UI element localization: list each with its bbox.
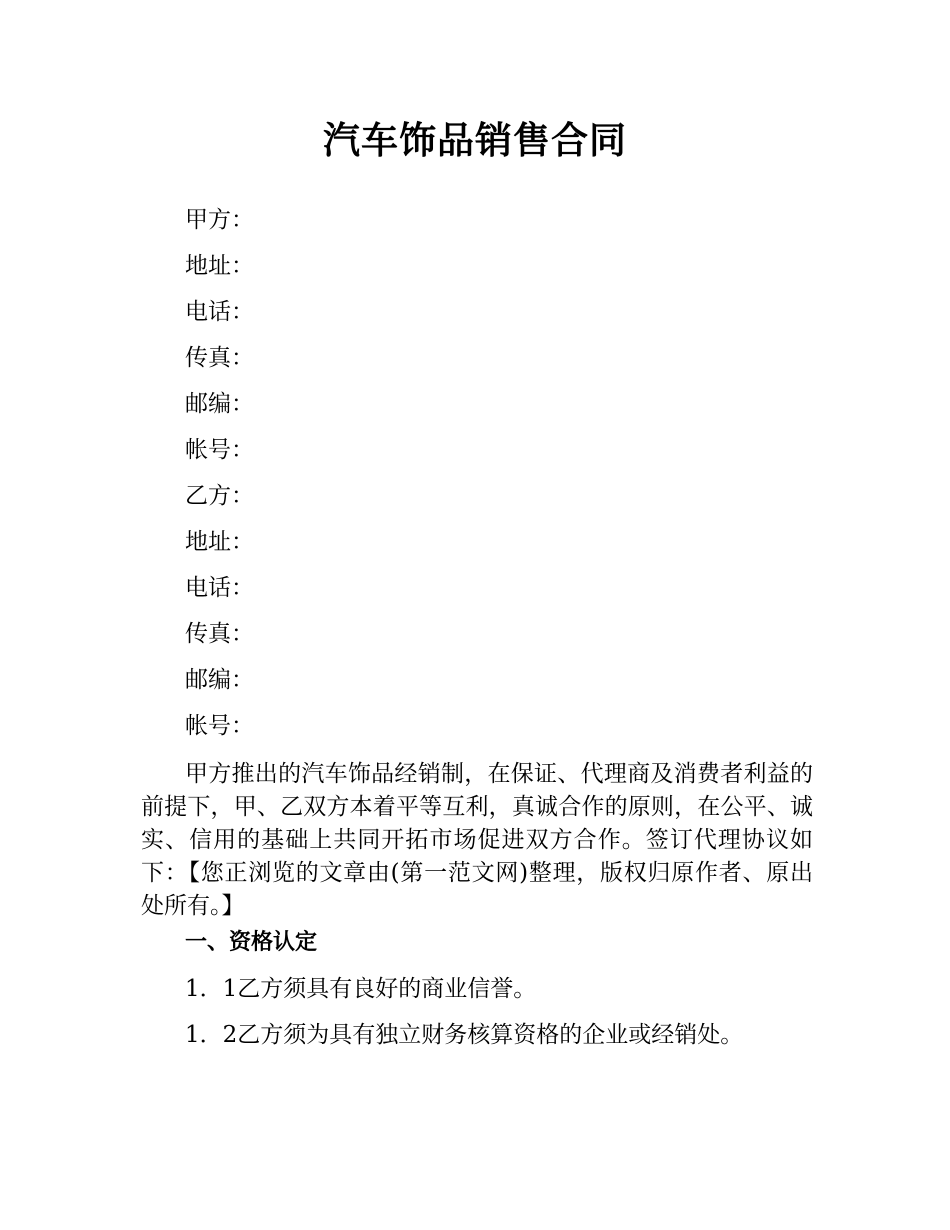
party-b-account-label: 帐号：	[185, 713, 254, 739]
party-a-phone-label: 电话：	[185, 299, 254, 325]
clause-1-2: 1．2乙方须为具有独立财务核算资格的企业或经销处。	[185, 1022, 744, 1048]
party-a-fax-label: 传真：	[185, 345, 254, 371]
section-heading-qualification: 一、资格认定	[185, 930, 318, 955]
party-a-account-label: 帐号：	[185, 437, 254, 463]
clause-1-1: 1．1乙方须具有良好的商业信誉。	[185, 976, 537, 1002]
party-b-address-label: 地址：	[185, 529, 254, 555]
party-b-postcode-label: 邮编：	[185, 667, 254, 693]
party-b-name-label: 乙方：	[185, 483, 254, 509]
document-title: 汽车饰品销售合同	[323, 119, 627, 162]
party-a-postcode-label: 邮编：	[185, 391, 254, 417]
party-a-address-label: 地址：	[185, 253, 254, 279]
party-a-name-label: 甲方：	[185, 207, 254, 233]
intro-paragraph: 甲方推出的汽车饰品经销制，在保证、代理商及消费者利益的前提下，甲、乙双方本着平等互利，真诚合作的原则，在公平、诚实、信用的基础上共同开拓市场促进双方合作。签订代理协议如下：【您正浏览的文章由(第一范文网)整理，版权归原作者、原出处所有。】	[141, 761, 813, 919]
party-b-phone-label: 电话：	[185, 575, 254, 601]
party-b-fax-label: 传真：	[185, 621, 254, 647]
